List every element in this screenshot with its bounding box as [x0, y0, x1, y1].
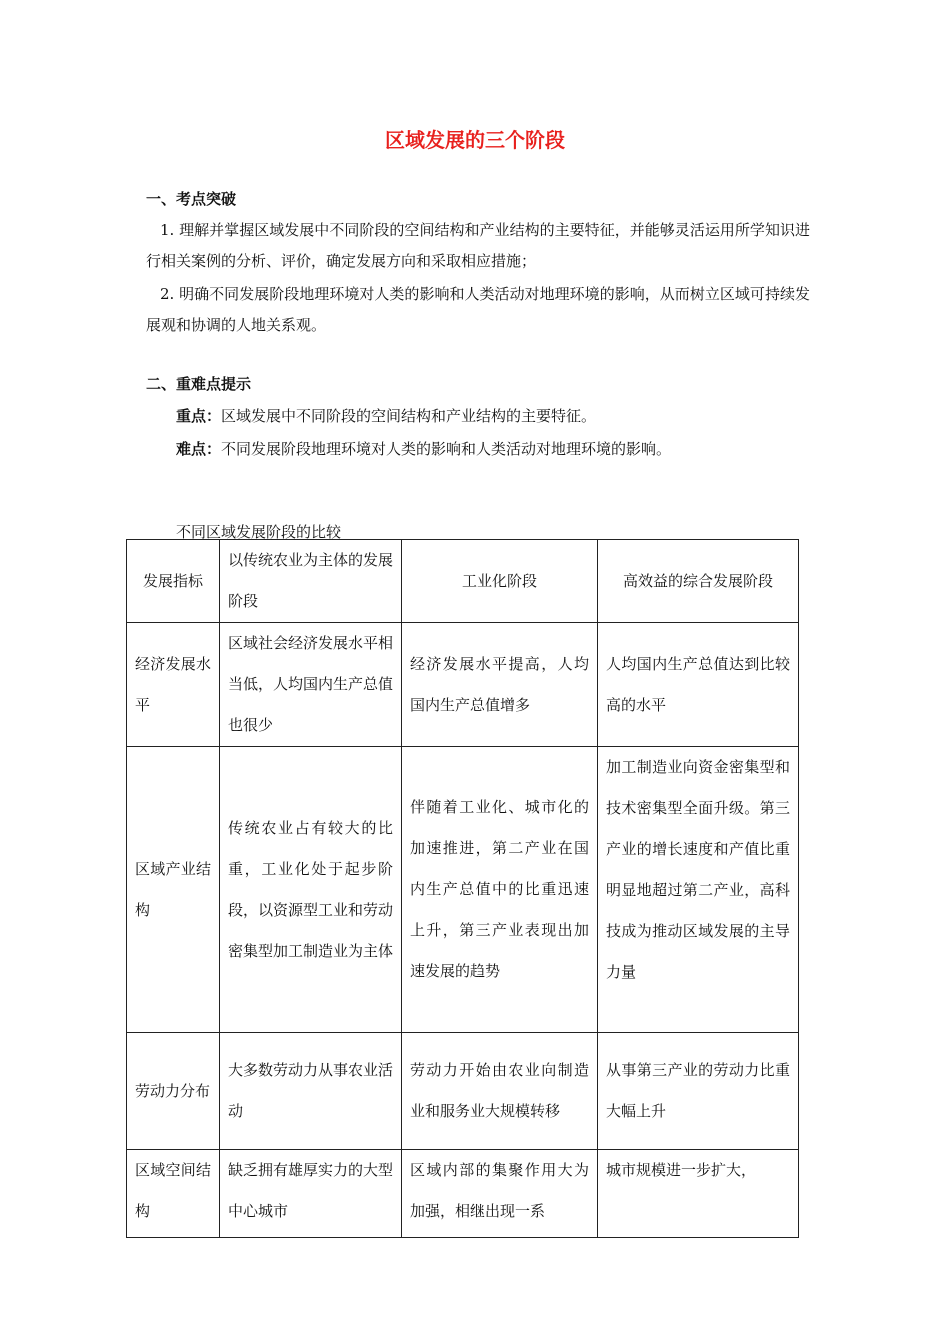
key-point-label: 重点： [176, 407, 222, 425]
exam-point-2-number: 2. [160, 285, 175, 303]
table-caption: 不同区域发展阶段的比较 [176, 523, 342, 541]
table-cell: 劳动力分布 [127, 1033, 220, 1150]
table-cell: 区域内部的集聚作用大为加强，相继出现一系 [402, 1150, 598, 1238]
table-cell: 人均国内生产总值达到比较高的水平 [598, 623, 799, 747]
table-row [127, 747, 799, 1033]
table-cell: 加工制造业向资金密集型和技术密集型全面升级。第三产业的增长速度和产值比重明显地超过第二产业，高科技成为推动区域发展的主导力量 [598, 747, 799, 1033]
section-heading-key-difficult: 二、重难点提示 [146, 375, 252, 393]
table-header-cell: 高效益的综合发展阶段 [598, 540, 799, 623]
exam-point-1-number: 1. [160, 221, 175, 239]
difficult-point-text: 不同发展阶段地理环境对人类的影响和人类活动对地理环境的影响。 [221, 440, 672, 458]
table-header-cell: 发展指标 [127, 540, 220, 623]
page-title: 区域发展的三个阶段 [385, 128, 565, 152]
table-cell: 传统农业占有较大的比重，工业化处于起步阶段，以资源型工业和劳动密集型加工制造业为主体 [220, 747, 402, 1033]
table-header-row [127, 540, 799, 623]
table-cell: 区域社会经济发展水平相当低，人均国内生产总值也很少 [220, 623, 402, 747]
table-cell: 大多数劳动力从事农业活动 [220, 1033, 402, 1150]
section-heading-exam-points: 一、考点突破 [146, 190, 237, 208]
key-point-text: 区域发展中不同阶段的空间结构和产业结构的主要特征。 [221, 407, 597, 425]
table-cell: 从事第三产业的劳动力比重大幅上升 [598, 1033, 799, 1150]
table-cell: 城市规模进一步扩大， [598, 1150, 799, 1238]
exam-point-1 [146, 215, 810, 277]
table-row [127, 623, 799, 747]
table-header-cell: 以传统农业为主体的发展阶段 [220, 540, 402, 623]
table-cell: 经济发展水平提高，人均国内生产总值增多 [402, 623, 598, 747]
exam-point-2-text: 明确不同发展阶段地理环境对人类的影响和人类活动对地理环境的影响，从而树立区域可持续发展观和协调的人地关系观。 [146, 285, 810, 334]
table-cell: 劳动力开始由农业向制造业和服务业大规模转移 [402, 1033, 598, 1150]
table-header-cell: 工业化阶段 [402, 540, 598, 623]
table-cell: 区域产业结构 [127, 747, 220, 1033]
comparison-table [126, 539, 799, 1238]
exam-point-1-text: 理解并掌握区域发展中不同阶段的空间结构和产业结构的主要特征，并能够灵活运用所学知识进行相关案例的分析、评价，确定发展方向和采取相应措施； [146, 221, 810, 270]
table-row [127, 1033, 799, 1150]
key-point [176, 405, 596, 426]
table-row [127, 1150, 799, 1238]
table-cell: 经济发展水平 [127, 623, 220, 747]
table-cell: 区域空间结构 [127, 1150, 220, 1238]
difficult-point [176, 438, 671, 459]
table-cell: 缺乏拥有雄厚实力的大型中心城市 [220, 1150, 402, 1238]
table-cell: 伴随着工业化、城市化的加速推进，第二产业在国内生产总值中的比重迅速上升，第三产业表现出加速发展的趋势 [402, 747, 598, 1033]
exam-point-2 [146, 279, 810, 341]
difficult-point-label: 难点： [176, 440, 222, 458]
